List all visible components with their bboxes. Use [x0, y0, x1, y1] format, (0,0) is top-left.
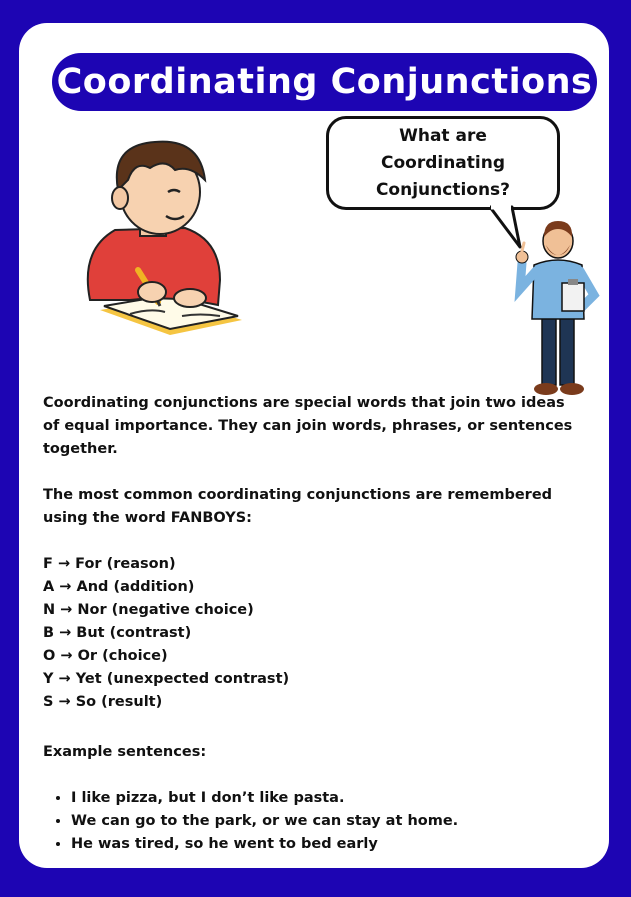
list-item: O → Or (choice) [43, 648, 168, 664]
examples-list [43, 787, 583, 856]
list-item: S → So (result) [43, 694, 163, 710]
intro-paragraph: Coordinating conjunctions are special words that join two ideas of equal importance. They can join words, phrases, or sentences together. [43, 395, 573, 457]
fanboys-list [43, 553, 583, 714]
list-item: Y → Yet (unexpected contrast) [43, 671, 290, 687]
list-item: N → Nor (negative choice) [43, 602, 254, 618]
page-title: Coordinating Conjunctions [56, 62, 593, 102]
fanboys-intro: The most common coordinating conjunctions are remembered using the word FANBOYS: [43, 487, 553, 526]
title-banner [52, 53, 597, 111]
speech-bubble-text: What are Coordinating Conjunctions? [375, 125, 511, 200]
list-item: A → And (addition) [43, 579, 195, 595]
list-item: • I like pizza, but I don’t like pasta. [71, 787, 583, 810]
list-item: B → But (contrast) [43, 625, 192, 641]
worksheet-body [43, 392, 583, 856]
list-item: • We can go to the park, or we can stay at home. [71, 810, 583, 833]
teacher-illustration [510, 215, 605, 400]
examples-heading: Example sentences: [43, 744, 207, 760]
list-item: F → For (reason) [43, 556, 176, 572]
speech-bubble [326, 116, 560, 210]
boy-writing-illustration [70, 130, 250, 340]
list-item: • He was tired, so he went to bed early [71, 833, 583, 856]
